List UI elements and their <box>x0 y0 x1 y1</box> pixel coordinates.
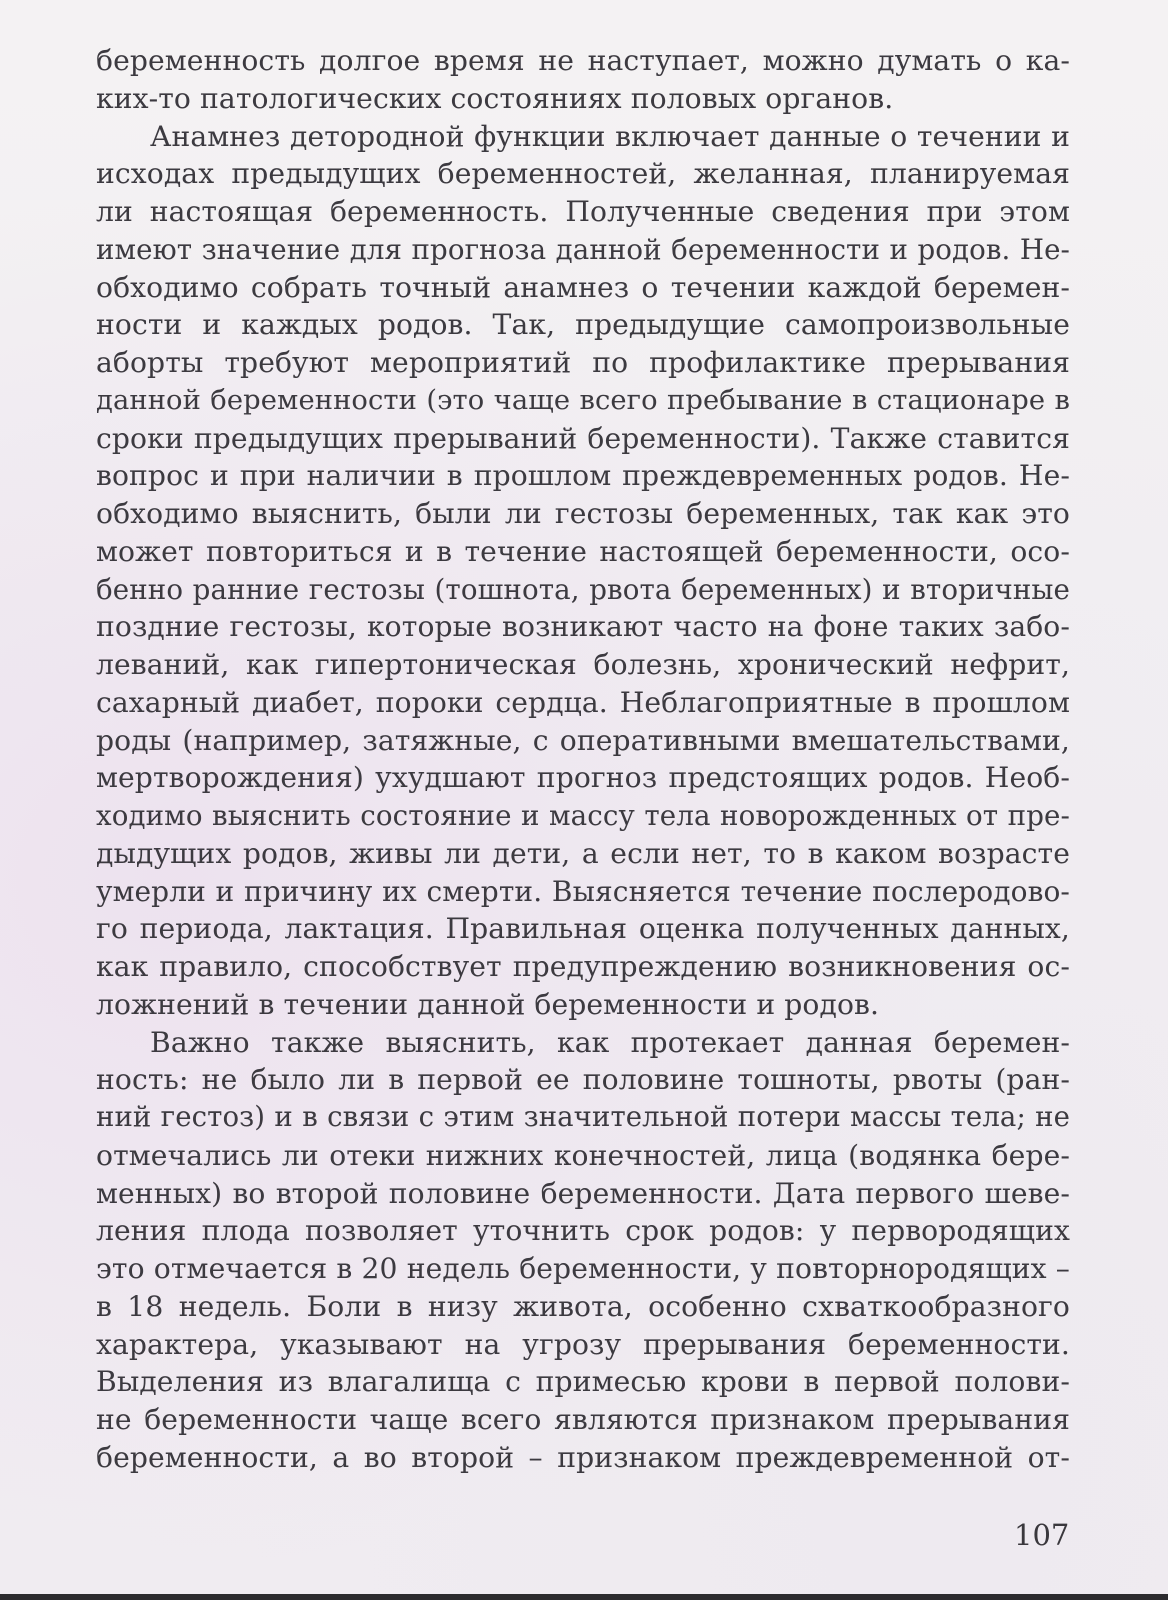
text-line: исходах предыдущих беременностей, желанная, планируемая <box>96 157 1070 191</box>
text-line: обходимо выяснить, были ли гестозы беременных, так как это <box>96 497 1070 530</box>
body-text <box>96 42 1070 1477</box>
text-line: Анамнез детородной функции включает данные о течении и <box>150 119 1070 153</box>
text-line: сахарный диабет, пороки сердца. Неблагоприятные в прошлом <box>96 685 1070 719</box>
text-line: в 18 недель. Боли в низу живота, особенно схваткообразного <box>96 1289 1070 1323</box>
text-line: обходимо собрать точный анамнез о течении каждой беремен- <box>96 270 1070 304</box>
text-line: роды (например, затяжные, с оперативными вмешательствами, <box>96 723 1070 757</box>
text-line: беременность долгое время не наступает, можно думать о ка- <box>96 44 1070 77</box>
text-line: леваний, как гипертоническая болезнь, хронический нефрит, <box>96 648 1070 681</box>
text-line: ходимо выяснить состояние и массу тела новорожденных от пре- <box>96 799 1070 832</box>
text-line: менных) во второй половине беременности. Дата первого шеве- <box>96 1176 1070 1210</box>
text-line: ли настоящая беременность. Полученные сведения при этом <box>96 195 1070 228</box>
text-line: го периода, лактация. Правильная оценка полученных данных, <box>96 912 1070 946</box>
text-line: вопрос и при наличии в прошлом преждевременных родов. Не- <box>96 459 1070 493</box>
text-line: ность: не было ли в первой ее половине тошноты, рвоты (ран- <box>96 1063 1070 1097</box>
text-line: может повториться и в течение настоящей беременности, осо- <box>96 534 1070 568</box>
text-line: ких-то патологических состояниях половых органов. <box>96 81 894 115</box>
text-line: не беременности чаще всего являются признаком прерывания <box>96 1403 1070 1436</box>
text-line: имеют значение для прогноза данной беременности и родов. Не- <box>96 232 1070 266</box>
text-line: характера, указывают на угрозу прерывания беременности. <box>96 1327 1070 1361</box>
text-line: Выделения из влагалища с примесью крови в первой полови- <box>96 1365 1070 1399</box>
text-line: ления плода позволяет уточнить срок родов: у первородящих <box>96 1214 1070 1248</box>
page-bottom-edge <box>0 1594 1168 1600</box>
text-line: ности и каждых родов. Так, предыдущие самопроизвольные <box>96 308 1070 342</box>
text-line: умерли и причину их смерти. Выясняется течение послеродово- <box>96 874 1070 908</box>
text-line: отмечались ли отеки нижних конечностей, лица (водянка бере- <box>96 1138 1070 1172</box>
text-line: сроки предыдущих прерываний беременности). Также ставится <box>96 421 1070 455</box>
text-line: ний гестоз) и в связи с этим значительной потери массы тела; не <box>96 1101 1070 1133</box>
text-line: данной беременности (это чаще всего пребывание в стационаре в <box>96 384 1070 416</box>
text-line: ложнений в течении данной беременности и родов. <box>96 987 880 1021</box>
text-line: беременности, а во второй – признаком преждевременной от- <box>96 1440 1070 1474</box>
text-line: поздние гестозы, которые возникают часто на фоне таких забо- <box>96 610 1070 644</box>
text-line: дыдущих родов, живы ли дети, а если нет, то в каком возрасте <box>96 836 1070 870</box>
text-line: Важно также выяснить, как протекает данная беремен- <box>150 1025 1070 1059</box>
text-line: мертворождения) ухудшают прогноз предстоящих родов. Необ- <box>96 761 1070 795</box>
text-line: бенно ранние гестозы (тошнота, рвота беременных) и вторичные <box>96 572 1070 606</box>
text-line: аборты требуют мероприятий по профилактике прерывания <box>96 346 1070 379</box>
text-line: как правило, способствует предупреждению возникновения ос- <box>96 950 1070 983</box>
text-line: это отмечается в 20 недель беременности, у повторнородящих – <box>96 1252 1070 1285</box>
page-number: 107 <box>1014 1518 1070 1552</box>
